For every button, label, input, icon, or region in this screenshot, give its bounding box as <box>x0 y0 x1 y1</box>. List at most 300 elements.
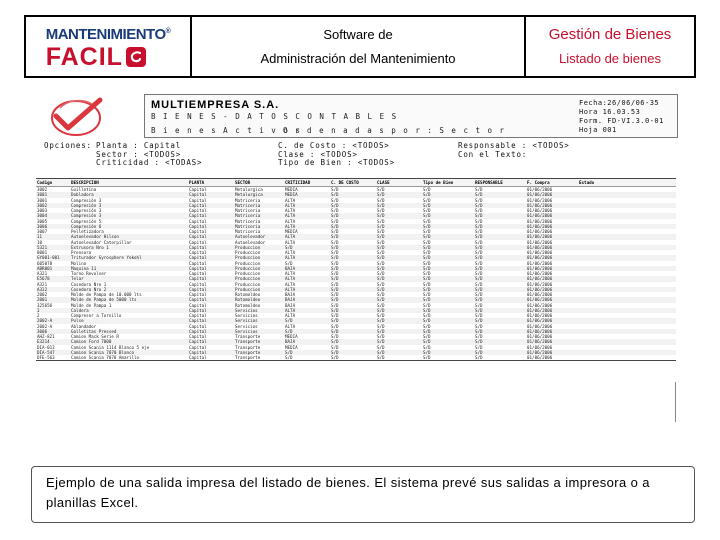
option-2-0: Criticidad : <TODAS> <box>96 158 203 167</box>
table-cell: AHZ-821 <box>37 334 55 339</box>
table-cell: Ablandador <box>71 323 97 329</box>
table-cell: 01/06/2006 <box>527 302 553 308</box>
table-cell: ABR001 <box>36 266 70 271</box>
table-cell: S/D <box>285 355 293 360</box>
column-header: Estado <box>578 179 676 187</box>
table-cell: S/D <box>422 350 474 355</box>
table-cell: ALTA <box>284 213 330 218</box>
table-cell: Capital <box>189 187 207 192</box>
table-cell: Produccion <box>234 245 284 250</box>
table-cell: S/D <box>423 260 431 266</box>
table-cell: 01/06/2006 <box>526 266 578 271</box>
table-cell: S/D <box>330 213 376 218</box>
table-cell: 2002-A <box>37 323 53 329</box>
header-banner <box>24 15 696 78</box>
table-cell: 01/06/2006 <box>526 339 578 344</box>
table-cell: Cosedora Nro 1 <box>71 281 107 287</box>
logo-top-text: MANTENIMIENTO <box>45 25 166 43</box>
table-cell: 01/06/2006 <box>526 318 578 323</box>
table-cell: S/D <box>422 266 474 271</box>
table-cell: 01/06/2006 <box>526 245 578 250</box>
option-2-1: Tipo de Bien : <TODOS> <box>278 158 395 167</box>
table-cell: Servicios <box>235 323 258 329</box>
table-cell: S/D <box>475 208 483 213</box>
table-cell: Rotomoldeo <box>235 302 261 308</box>
table-cell: S/D <box>475 260 483 266</box>
table-cell: S/D <box>330 339 376 344</box>
table-cell: MEDIA <box>285 229 298 234</box>
table-cell: S/D <box>376 276 422 281</box>
report-page: Hoja 001 <box>579 126 617 134</box>
table-cell: S/D <box>377 323 385 329</box>
table-cell: Molde de Pampa de 5000 lts <box>70 297 188 302</box>
table-cell: Matriceria <box>234 213 284 218</box>
table-cell: Capital <box>188 308 234 313</box>
table-cell: 01/06/2006 <box>526 276 578 281</box>
table-cell: Capital <box>189 344 207 350</box>
table-cell: S/D <box>475 344 483 350</box>
table-cell: A321 <box>37 271 48 276</box>
table-cell: S/D <box>330 224 376 229</box>
table-cell: S/D <box>422 318 474 323</box>
table-cell: Capital <box>189 313 207 318</box>
options-label: Opciones: <box>44 141 92 150</box>
table-cell: 01/06/2006 <box>527 281 553 287</box>
table-cell: MEDIA <box>285 187 298 192</box>
table-cell: S/D <box>284 245 330 250</box>
table-cell: Servicios <box>234 318 284 323</box>
table-cell: S/D <box>377 344 385 350</box>
assets-table <box>36 178 676 361</box>
table-cell: S/D <box>423 313 431 318</box>
table-cell: Capital <box>189 355 207 360</box>
table-cell: Matriceria <box>235 208 261 213</box>
table-cell: Capital <box>189 302 207 308</box>
table-cell: S/D <box>377 218 385 224</box>
table-cell: ALTA <box>284 287 330 292</box>
logo-cell <box>26 17 192 76</box>
table-cell: Transporte <box>235 344 261 350</box>
table-cell: DIA-013 <box>37 344 55 350</box>
table-cell: Autoelevador <box>234 234 284 239</box>
table-cell: S/D <box>377 302 385 308</box>
table-cell: S/D <box>377 197 385 203</box>
table-cell: S/D <box>423 250 431 255</box>
table-cell: S/D <box>423 355 431 360</box>
table-cell: E3214 <box>36 339 70 344</box>
table-cell: Capital <box>189 229 207 234</box>
table-cell: S/D <box>330 245 376 250</box>
table-cell: Camion Mack Serie R <box>71 334 119 339</box>
table-cell: S/D <box>423 323 431 329</box>
table-cell: Transporte <box>235 334 261 339</box>
table-cell: S/D <box>422 255 474 260</box>
company-name: MULTIEMPRESA S.A. <box>151 99 280 111</box>
table-cell: 01/06/2006 <box>527 334 553 339</box>
table-cell: 3002 <box>36 203 70 208</box>
software-title-line1: Software de <box>323 26 393 42</box>
table-cell: Metalurgica <box>235 187 263 192</box>
table-cell: S/D <box>422 276 474 281</box>
table-cell: BAJA <box>284 297 330 302</box>
table-cell: S/D <box>376 318 422 323</box>
table-cell: S/D <box>376 213 422 218</box>
table-cell: S/D <box>330 192 376 197</box>
table-cell: Capital <box>189 271 207 276</box>
table-cell: S/D <box>474 287 526 292</box>
table-cell: S/D <box>377 334 385 339</box>
table-cell: S/D <box>330 287 376 292</box>
table-cell: S/D <box>330 234 376 239</box>
table-cell: BAJA <box>285 292 296 297</box>
table-cell: 01/06/2006 <box>527 197 553 203</box>
table-cell: Capital <box>188 255 234 260</box>
table-cell: 01/06/2006 <box>527 292 553 297</box>
table-cell: Matriceria <box>234 203 284 208</box>
table-cell: 2 <box>37 313 40 318</box>
column-header: CRITICIDAD <box>284 179 330 187</box>
table-cell: S/D <box>331 271 339 276</box>
table-cell: 01/06/2006 <box>527 208 553 213</box>
table-cell: ALTA <box>285 239 296 245</box>
table-cell: Capital <box>189 197 207 203</box>
table-cell: 01/06/2006 <box>526 224 578 229</box>
table-cell: S/D <box>423 229 431 234</box>
table-cell: S/D <box>475 281 483 287</box>
table-cell: S/D <box>331 218 339 224</box>
table-cell: Molde de Pampa de 10.000 lts <box>71 292 142 297</box>
table-cell: S/D <box>330 329 376 334</box>
table-cell: Metalurgica <box>234 192 284 197</box>
table-cell: S/D <box>474 266 526 271</box>
table-cell: S/D <box>474 308 526 313</box>
table-cell: 01/06/2006 <box>527 187 553 192</box>
table-cell: ALTA <box>285 281 296 287</box>
table-cell: E5678 <box>36 276 70 281</box>
table-cell: S/D <box>474 224 526 229</box>
software-title-line2: Administración del Mantenimiento <box>260 50 456 66</box>
table-cell: S/D <box>474 339 526 344</box>
table-cell: 10 <box>37 239 43 245</box>
table-cell: S/D <box>331 313 339 318</box>
table-cell: 01/06/2006 <box>527 250 553 255</box>
table-cell: ALTA <box>284 308 330 313</box>
table-cell: S/D <box>474 297 526 302</box>
table-cell: S/D <box>377 239 385 245</box>
table-cell: S/D <box>376 224 422 229</box>
software-title-cell <box>192 17 526 76</box>
table-cell: S/D <box>422 308 474 313</box>
table-cell: S/D <box>331 323 339 329</box>
table-cell: Capital <box>188 276 234 281</box>
table-cell: S/D <box>475 313 483 318</box>
table-cell: S/D <box>475 187 483 192</box>
table-cell: 2001 <box>36 297 70 302</box>
table-cell: S/D <box>284 350 330 355</box>
report-form: Form. FD-VI.3.0-01 <box>579 117 664 125</box>
table-cell: 01/06/2006 <box>526 350 578 355</box>
table-cell: ALTA <box>284 234 330 239</box>
table-cell: S/D <box>330 297 376 302</box>
table-cell: S/D <box>331 208 339 213</box>
table-cell: BAJA <box>284 266 330 271</box>
table-cell: S/D <box>422 297 474 302</box>
table-cell: S/D <box>377 292 385 297</box>
table-cell: S/D <box>377 281 385 287</box>
table-cell: S/D <box>474 276 526 281</box>
table-cell: Compresión 5 <box>71 218 102 224</box>
table-cell: Transporte <box>234 350 284 355</box>
table-cell: Capital <box>188 329 234 334</box>
table-cell: Torno Revolver <box>71 271 107 276</box>
table-cell: Capital <box>188 339 234 344</box>
table-cell: S/D <box>376 245 422 250</box>
table-cell: S/D <box>376 339 422 344</box>
table-cell: 01/06/2006 <box>526 297 578 302</box>
report-meta <box>579 99 664 135</box>
caption-box <box>31 466 695 523</box>
table-cell: Caldera <box>70 308 188 313</box>
table-cell: 01/06/2006 <box>527 218 553 224</box>
table-cell: S/D <box>474 350 526 355</box>
table-cell: 01/06/2006 <box>527 355 553 360</box>
table-cell: Autoelevador Caterpillar <box>71 239 132 245</box>
table-cell: S/D <box>474 318 526 323</box>
table-cell: Triturador Gyrosphere Yokohl <box>70 255 188 260</box>
table-cell: ALTA <box>285 218 296 224</box>
column-header: CLASE <box>376 179 422 187</box>
table-cell: S/D <box>330 266 376 271</box>
table-cell: S/D <box>330 318 376 323</box>
table-cell: A321 <box>37 281 48 287</box>
table-cell: 01/06/2006 <box>527 239 553 245</box>
table-cell: S/D <box>284 329 330 334</box>
table-cell: Capital <box>189 334 207 339</box>
table-cell: 01/06/2006 <box>526 255 578 260</box>
column-header: SECTOR <box>234 179 284 187</box>
table-cell: Camion Ford 7000 <box>70 339 188 344</box>
table-cell: S/D <box>423 197 431 203</box>
table-cell: Compresión 6 <box>70 224 188 229</box>
table-cell: Capital <box>188 350 234 355</box>
table-cell: S/D <box>377 229 385 234</box>
table-cell: 11 <box>36 234 70 239</box>
option-0-1: C. de Costo : <TODOS> <box>278 141 390 150</box>
column-header: DESCRIPCION <box>70 179 188 187</box>
table-cell: Matriceria <box>235 218 261 224</box>
table-cell: S/D <box>475 197 483 203</box>
table-cell: S/D <box>285 260 293 266</box>
table-cell: Servicios <box>234 308 284 313</box>
table-cell: 2002 <box>37 292 48 297</box>
table-cell: Compresión 3 <box>71 197 102 203</box>
table-cell: 3006 <box>36 224 70 229</box>
table-cell: S/D <box>422 234 474 239</box>
table-cell: S/D <box>377 260 385 266</box>
red-checkmark-logo-icon <box>48 94 110 140</box>
table-cell: Camion Scania 7070 Blanco <box>70 350 188 355</box>
table-cell: 3007 <box>37 229 48 234</box>
table-cell: S/D <box>475 302 483 308</box>
table-cell: S/D <box>474 234 526 239</box>
table-cell: 01/06/2006 <box>526 329 578 334</box>
table-cell: 01/06/2006 <box>527 313 553 318</box>
table-row <box>36 355 676 361</box>
table-cell: S/D <box>376 266 422 271</box>
table-cell: S/D <box>475 229 483 234</box>
table-cell: Cosedora Nro 2 <box>70 287 188 292</box>
table-cell: 01/06/2006 <box>526 213 578 218</box>
table-cell: S/D <box>330 276 376 281</box>
table-cell: S/D <box>423 302 431 308</box>
table-cell: S/D <box>376 329 422 334</box>
table-cell: BAJA <box>284 339 330 344</box>
table-cell: S/D <box>331 260 339 266</box>
caption-text: Ejemplo de una salida impresa del listado de bienes. El sistema prevé sus salidas a impresora o a planillas Excel. <box>46 475 650 510</box>
table-cell: Camion Scania 1114 Blanco 5 eje <box>71 344 150 350</box>
table-cell: S/D <box>423 239 431 245</box>
table-cell: Prensora <box>71 250 92 255</box>
option-1-2: Con el Texto: <box>458 149 528 159</box>
table-cell: Compresor a Tornillo <box>71 313 122 318</box>
table-cell: S/D <box>422 224 474 229</box>
table-cell: Telar <box>70 276 188 281</box>
table-header-row <box>36 179 676 187</box>
table-cell: S/D <box>422 203 474 208</box>
table-cell: MEDIA <box>285 334 298 339</box>
table-cell: S/D <box>475 250 483 255</box>
table-cell: 3004 <box>36 213 70 218</box>
table-cell: S/D <box>423 208 431 213</box>
report-header-box <box>144 94 678 138</box>
table-cell: 01/06/2006 <box>527 323 553 329</box>
table-cell: MEDIA <box>284 192 330 197</box>
report-order-by: O r d e n a d a s p o r : S e c t o r <box>283 126 506 135</box>
table-cell: Matriceria <box>235 229 261 234</box>
table-cell: ALTA <box>285 250 296 255</box>
table-cell: 3002 <box>37 187 48 192</box>
table-cell: 5321 <box>36 245 70 250</box>
table-cell: Capital <box>188 224 234 229</box>
table-cell: Molde de Pampa 1 <box>71 302 112 308</box>
table-cell: Capital <box>188 266 234 271</box>
table-cell: S/D <box>376 203 422 208</box>
table-cell: ALTA <box>285 313 296 318</box>
table-cell: S/D <box>474 213 526 218</box>
table-cell: Molino <box>71 260 87 266</box>
table-cell: ALTA <box>284 224 330 229</box>
table-cell: S/D <box>422 213 474 218</box>
table-cell: Rotomoldeo <box>234 297 284 302</box>
table-cell: 8001 <box>37 250 48 255</box>
table-cell: Guillotina <box>71 187 97 192</box>
table-cell: S/D <box>330 350 376 355</box>
table-cell: S/D <box>331 302 339 308</box>
table-cell: Capital <box>188 234 234 239</box>
table-cell: S/D <box>422 245 474 250</box>
table-cell: 01/06/2006 <box>526 287 578 292</box>
table-cell: S/D <box>376 287 422 292</box>
table-cell: S/D <box>423 187 431 192</box>
table-cell: S/D <box>474 203 526 208</box>
table-cell: Compresión 3 <box>70 213 188 218</box>
column-header: PLANTA <box>188 179 234 187</box>
table-cell: S/D <box>474 245 526 250</box>
table-cell: S/D <box>376 297 422 302</box>
table-cell: Produccion <box>235 250 261 255</box>
table-cell: DIA-547 <box>36 350 70 355</box>
table-cell: S/D <box>331 355 339 360</box>
table-cell: S/D <box>377 187 385 192</box>
table-cell: S/D <box>330 203 376 208</box>
table-cell: S/D <box>377 250 385 255</box>
option-0-0: Planta : Capital <box>96 141 182 150</box>
table-cell: Capital <box>189 281 207 287</box>
table-cell: ALTA <box>285 197 296 203</box>
column-header: C. DE COSTO <box>330 179 376 187</box>
module-subtitle: Listado de bienes <box>559 50 661 66</box>
report-blank-area <box>36 382 676 422</box>
table-cell: Rotomoldeo <box>235 292 261 297</box>
table-cell: S/D <box>377 208 385 213</box>
table-cell: Capital <box>188 318 234 323</box>
table-cell: S/D <box>330 255 376 260</box>
table-cell: 01/06/2006 <box>527 271 553 276</box>
table-cell: S/D <box>475 323 483 329</box>
option-1-1: Clase : <TODOS> <box>278 149 358 159</box>
brand-swirl-icon <box>126 47 146 67</box>
table-cell: Capital <box>188 245 234 250</box>
table-cell: Produccion <box>234 255 284 260</box>
table-cell: S/D <box>284 318 330 323</box>
table-cell: ALTA <box>284 203 330 208</box>
table-cell: Produccion <box>234 276 284 281</box>
table-cell: Capital <box>188 287 234 292</box>
table-cell: Capital <box>188 192 234 197</box>
table-cell: S/D <box>475 292 483 297</box>
table-cell: 3003 <box>37 208 48 213</box>
table-cell: S/D <box>423 344 431 350</box>
table-cell: S/D <box>331 239 339 245</box>
table-cell: S/D <box>423 292 431 297</box>
table-cell: 325656 <box>37 302 53 308</box>
table-cell: 01/06/2006 <box>526 234 578 239</box>
table-cell: Matriceria <box>234 224 284 229</box>
table-cell: 1 <box>36 308 70 313</box>
table-cell: 3006 <box>36 329 70 334</box>
table-cell: S/D <box>422 287 474 292</box>
table-cell: A322 <box>36 287 70 292</box>
table-cell: Produccion <box>235 260 261 266</box>
table-cell: Autoelevador <box>235 239 266 245</box>
table-cell <box>578 355 676 361</box>
table-cell: S/D <box>423 218 431 224</box>
table-cell: Maquina 11 <box>70 266 188 271</box>
table-cell: S/D <box>331 250 339 255</box>
table-cell: Compresión 3 <box>70 203 188 208</box>
table-cell: GY001-001 <box>36 255 70 260</box>
report-filter-active: B i e n e s A c t i v o s <box>151 126 302 135</box>
column-header: Tipo de Bien <box>422 179 474 187</box>
table-cell: S/D <box>475 239 483 245</box>
table-cell: S/D <box>474 329 526 334</box>
table-cell: Capital <box>188 213 234 218</box>
table-cell: S/D <box>331 292 339 297</box>
table-cell: 3001 <box>37 197 48 203</box>
table-cell: Produccion <box>235 271 261 276</box>
module-title-cell <box>526 17 694 76</box>
table-cell: S/D <box>422 339 474 344</box>
